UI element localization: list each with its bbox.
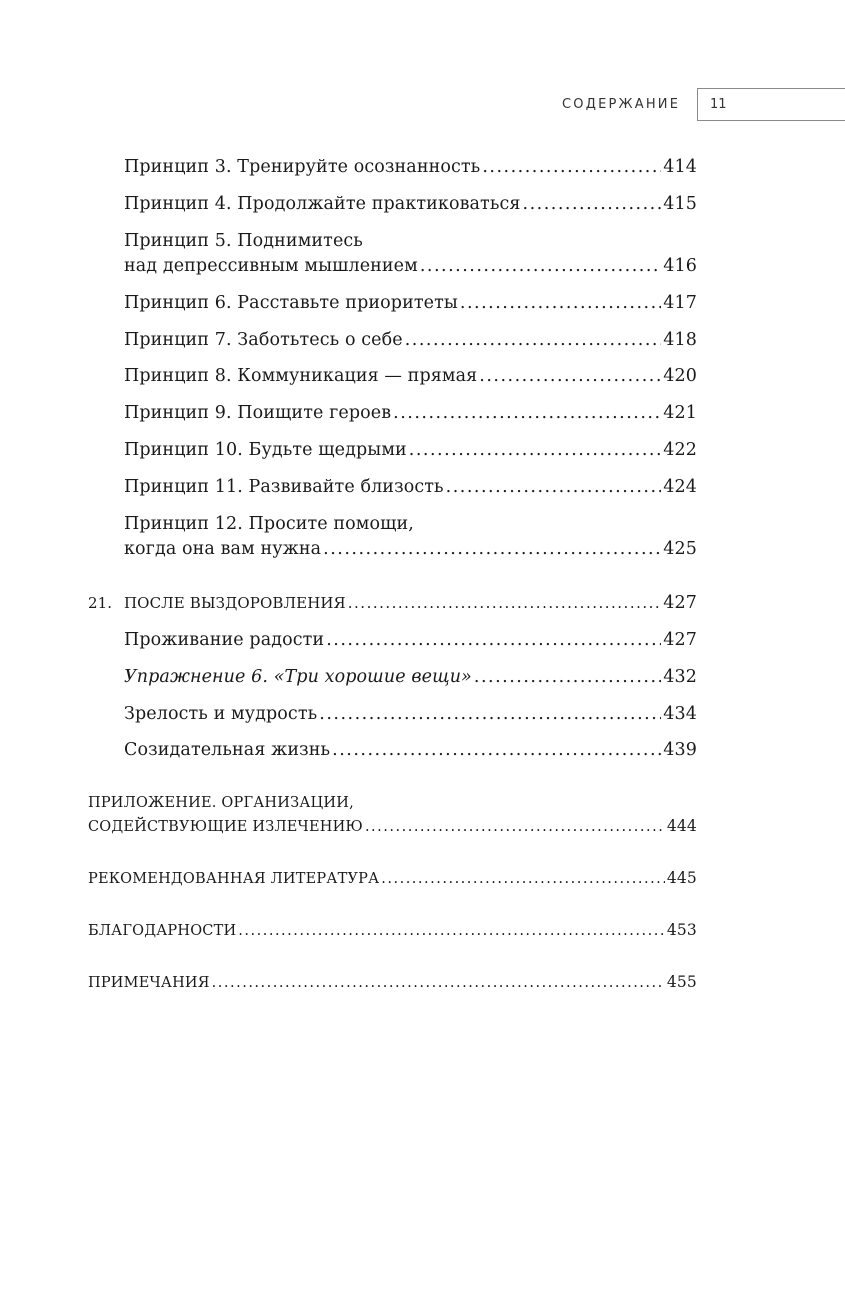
toc-entry-title: Принцип 6. Расставьте приоритеты (124, 293, 458, 313)
toc-entry-principle-12-line1 (124, 511, 697, 537)
toc-entry-title: Принцип 5. Поднимитесь (124, 231, 363, 251)
dot-leader (393, 400, 661, 426)
dot-leader (405, 327, 662, 353)
dot-leader (460, 290, 661, 316)
toc-entry-title: Упражнение 6. «Три хорошие вещи» (124, 667, 472, 687)
toc-entry-title: Принцип 9. Поищите героев (124, 403, 392, 423)
toc-entry-principle-7 (124, 327, 697, 353)
toc-acknowledgements (88, 917, 697, 943)
toc-entry-title: ПРИЛОЖЕНИЕ. ОРГАНИЗАЦИИ, (88, 795, 354, 811)
dot-leader (212, 970, 665, 995)
toc-entry-page: 445 (666, 869, 697, 887)
toc-entry-title: Принцип 12. Просите помощи, (124, 514, 414, 534)
toc-appendix-line2 (88, 813, 697, 839)
dot-leader (319, 701, 661, 727)
toc-entry-principle-8 (124, 363, 697, 389)
toc-entry-page: 414 (663, 157, 697, 177)
toc-entry-principle-12-line2 (124, 536, 697, 562)
toc-entry-maturity (124, 701, 697, 727)
page-number-box (697, 88, 845, 121)
toc-entry-page: 416 (663, 256, 697, 276)
chapter-number: 21. (88, 594, 113, 612)
toc-entry-page: 420 (663, 366, 697, 386)
toc-entry-title: Проживание радости (124, 630, 325, 650)
toc-entry-exercise-6 (124, 664, 697, 690)
toc-entry-page: 455 (666, 973, 697, 991)
toc-entry-page: 427 (663, 630, 697, 650)
running-title: СОДЕРЖАНИЕ (562, 97, 681, 112)
toc-entry-title: Принцип 11. Развивайте близость (124, 477, 444, 497)
dot-leader (482, 154, 661, 180)
toc-entry-title: Зрелость и мудрость (124, 704, 318, 724)
dot-leader (238, 918, 665, 943)
dot-leader (479, 363, 661, 389)
toc-entry-page: 418 (663, 330, 697, 350)
page-number: 11 (710, 97, 727, 112)
toc-entry-principle-6 (124, 290, 697, 316)
dot-leader (365, 814, 665, 839)
dot-leader (523, 191, 662, 217)
chapter-title: ПОСЛЕ ВЫЗДОРОВЛЕНИЯ (124, 594, 346, 612)
dot-leader (348, 590, 662, 616)
toc-entry-title: РЕКОМЕНДОВАННАЯ ЛИТЕРАТУРА (88, 871, 380, 887)
toc-notes (88, 969, 697, 995)
toc-entry-principle-3 (124, 154, 697, 180)
toc-entry-principle-10 (124, 437, 697, 463)
toc-entry-title: Принцип 4. Продолжайте практиковаться (124, 194, 521, 214)
toc-entry-page: 444 (666, 817, 697, 835)
toc-entry-title: Принцип 10. Будьте щедрыми (124, 440, 407, 460)
toc-recommended-literature (88, 865, 697, 891)
dot-leader (381, 866, 665, 891)
toc-entry-title-continued: СОДЕЙСТВУЮЩИЕ ИЗЛЕЧЕНИЮ (88, 819, 363, 835)
dot-leader (409, 437, 662, 463)
dot-leader (420, 253, 661, 279)
toc-entry-title: Принцип 3. Тренируйте осознанность (124, 157, 481, 177)
toc-entry-page: 453 (666, 921, 697, 939)
toc-entry-principle-5-line1 (124, 228, 697, 254)
chapter-page: 427 (663, 593, 697, 613)
toc-entry-page: 425 (663, 539, 697, 559)
toc-entry-title: Принцип 8. Коммуникация — прямая (124, 366, 478, 386)
toc-entry-title-continued: над депрессивным мышлением (124, 256, 418, 276)
toc-entry-principle-11 (124, 474, 697, 500)
toc-entry-title: Созидательная жизнь (124, 740, 331, 760)
toc-entry-title: БЛАГОДАРНОСТИ (88, 923, 237, 939)
toc-entry-page: 415 (663, 194, 697, 214)
dot-leader (446, 474, 662, 500)
toc-entry-principle-4 (124, 191, 697, 217)
toc-entry-principle-5-line2 (124, 253, 697, 279)
toc-chapter-21 (88, 590, 697, 616)
toc-entry-joy (124, 627, 697, 653)
dot-leader (474, 664, 661, 690)
toc-entry-page: 417 (663, 293, 697, 313)
toc-entry-title: ПРИМЕЧАНИЯ (88, 975, 210, 991)
toc-entry-page: 422 (663, 440, 697, 460)
toc-entry-creative-life (124, 737, 697, 763)
toc-entry-title-continued: когда она вам нужна (124, 539, 322, 559)
dot-leader (326, 627, 661, 653)
toc-entry-page: 432 (663, 667, 697, 687)
toc-entry-page: 439 (663, 740, 697, 760)
toc-entry-page: 424 (663, 477, 697, 497)
dot-leader (323, 536, 661, 562)
toc-entry-title: Принцип 7. Заботьтесь о себе (124, 330, 403, 350)
toc-entry-page: 421 (663, 403, 697, 423)
toc-entry-page: 434 (663, 704, 697, 724)
dot-leader (332, 737, 661, 763)
toc-entry-principle-9 (124, 400, 697, 426)
